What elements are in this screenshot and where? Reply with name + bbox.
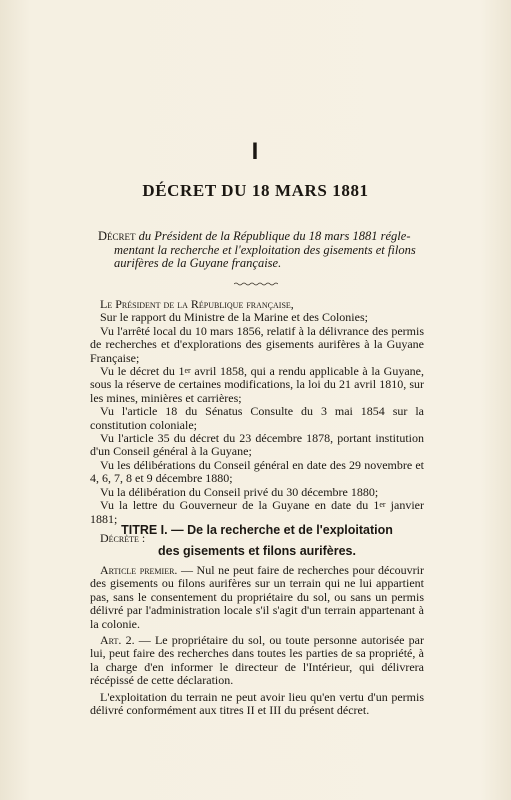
article-2-para-2: L'exploitation du terrain ne peut avoir lieu qu'en vertu d'un permis délivré conformément aux titres II et III du présent décret. xyxy=(90,689,424,718)
p4-text-b: avril 1858, qui a rendu applicable à la Guyane, sous la réserve de certaines modifications, la loi du 21 avril 1810, sur les mines, minières et carrières; xyxy=(90,364,424,405)
body-para-president: Le Président de la République française, xyxy=(100,297,294,311)
p9-sup: er xyxy=(379,500,386,510)
preamble-line-2: mentant la recherche et l'exploitation des gisements et filons xyxy=(114,242,416,257)
article-1-text: — Nul ne peut faire de recherches pour découvrir des gisements ou filons aurifères sur un terrain qui ne lui appartient pas, sans le consentement du propriétaire du sol, ou sans un permis délivré par l'administration locale s'il s'agit d'un terrain appartenant à la colonie. xyxy=(90,563,425,631)
section-heading-line-1: TITRE I. — De la recherche et de l'exploitation xyxy=(121,523,393,537)
article-2-text: — Le propriétaire du sol, ou toute personne autorisée par lui, peut faire des recherches dans toutes les parties de sa propriété, à la charge d'en informer le directeur de l'Intérieur, qui délivrera récépissé de cette déclaration. xyxy=(90,633,424,688)
articles xyxy=(90,564,424,720)
ornament-divider xyxy=(234,282,278,286)
article-2 xyxy=(90,634,424,688)
decree-body xyxy=(90,298,424,545)
p4-sup: er xyxy=(184,366,191,376)
preamble-line-3: aurifères de la Guyane française. xyxy=(114,256,282,271)
section-heading xyxy=(90,520,424,562)
body-para-rapport: Sur le rapport du Ministre de la Marine et des Colonies; xyxy=(100,310,368,325)
decree-preamble xyxy=(98,230,418,271)
article-2-label: Art. 2. xyxy=(100,633,135,648)
article-1 xyxy=(90,564,424,631)
body-para-arrete: Vu l'arrêté local du 10 mars 1856, relatif à la délivrance des permis de recherches et d'explorations des gisements aurifères à la Guyane Française; xyxy=(90,323,424,365)
body-para-article35: Vu l'article 35 du décret du 23 décembre 1878, portant institution d'un Conseil général à la Guyane; xyxy=(90,431,424,459)
body-para-conseil-prive: Vu la délibération du Conseil privé du 30 décembre 1880; xyxy=(100,484,379,499)
preamble-lead: Décret xyxy=(98,229,136,243)
body-para-decret-1858 xyxy=(90,365,424,405)
page-title: DÉCRET DU 18 MARS 1881 xyxy=(142,181,369,200)
p9-text-b: janvier 1881; xyxy=(90,498,424,526)
article-1-label: Article premier. xyxy=(100,563,178,577)
p4-text-a: Vu le décret du 1 xyxy=(100,364,185,379)
preamble-line-1 xyxy=(98,230,418,244)
chapter-number: I xyxy=(251,138,260,165)
preamble-line-1-rest: du Président de la République du 18 mars 1881 régle- xyxy=(135,229,411,243)
p9-text-a: Vu la lettre du Gouverneur de la Guyane en date du 1 xyxy=(100,498,380,513)
body-decrete: Décrète : xyxy=(100,530,146,545)
section-heading-line-2: des gisements et filons aurifères. xyxy=(158,544,356,558)
body-para-conseil-general: Vu les délibérations du Conseil général en date des 29 novembre et 4, 6, 7, 8 et 9 décembre 1880; xyxy=(90,457,424,486)
body-para-senatus: Vu l'article 18 du Sénatus Consulte du 3 mai 1854 sur la constitution coloniale; xyxy=(90,404,424,432)
